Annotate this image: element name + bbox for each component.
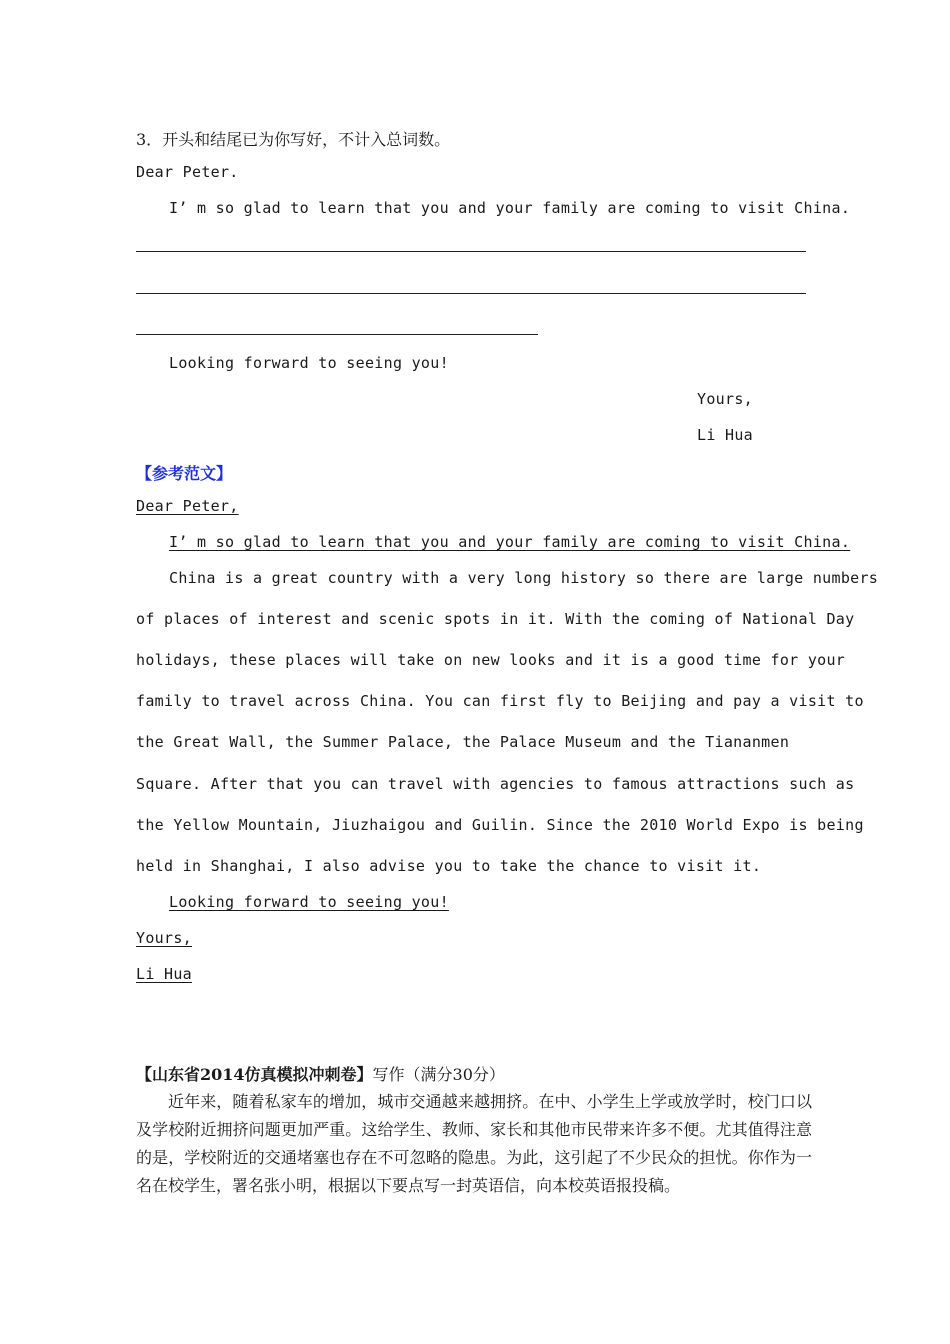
- reference-body-line: the Great Wall, the Summer Palace, the Palace Museum and the Tiananmen: [136, 733, 790, 751]
- reference-body-line: held in Shanghai, I also advise you to take the chance to visit it.: [136, 857, 762, 875]
- next-task-prompt: 近年来，随着私家车的增加，城市交通越来越拥挤。在中、小学生上学或放学时，校门口以及学校附近拥挤问题更加严重。这给学生、教师、家长和其他市民带来许多不便。尤其值得注意的是，学校附近的交通堵塞也存在不可忽略的隐患。为此，这引起了不少民众的担忧。你作为一名在校学生，署名张小明，根据以下要点写一封英语信，向本校英语报投稿。: [136, 1092, 812, 1195]
- reference-salutation: Dear Peter,: [136, 497, 239, 515]
- reference-body-line: of places of interest and scenic spots in it. With the coming of National Day: [136, 610, 855, 628]
- template-closing: Looking forward to seeing you!: [169, 354, 449, 372]
- next-task-header: [136, 1062, 505, 1085]
- instruction-text: 3．开头和结尾已为你写好，不计入总词数。: [136, 130, 451, 149]
- reference-signoff: Yours,: [136, 929, 192, 947]
- reference-body-line: the Yellow Mountain, Jiuzhaigou and Guilin. Since the 2010 World Expo is being: [136, 816, 864, 834]
- reference-closing: Looking forward to seeing you!: [169, 893, 449, 911]
- template-salutation: Dear Peter.: [136, 163, 239, 181]
- answer-line-1: [136, 251, 806, 252]
- reference-body-line: holidays, these places will take on new looks and it is a good time for your: [136, 651, 846, 669]
- next-task-title: 写作（满分30分）: [372, 1065, 505, 1084]
- template-signature: Li Hua: [697, 426, 753, 444]
- reference-body-line: family to travel across China. You can first fly to Beijing and pay a visit to: [136, 692, 864, 710]
- answer-line-2: [136, 293, 806, 294]
- template-signoff: Yours,: [697, 390, 753, 408]
- reference-heading: 【参考范文】: [136, 464, 233, 483]
- reference-body-line: Square. After that you can travel with agencies to famous attractions such as: [136, 775, 855, 793]
- answer-line-3: [136, 334, 538, 335]
- reference-body-line: China is a great country with a very long history so there are large numbers: [169, 569, 879, 587]
- reference-signature: Li Hua: [136, 965, 192, 983]
- reference-opening: I’ m so glad to learn that you and your family are coming to visit China.: [169, 533, 851, 551]
- template-opening: I’ m so glad to learn that you and your family are coming to visit China.: [169, 199, 851, 217]
- next-task-source: 【山东省2014仿真模拟冲刺卷】: [136, 1065, 373, 1084]
